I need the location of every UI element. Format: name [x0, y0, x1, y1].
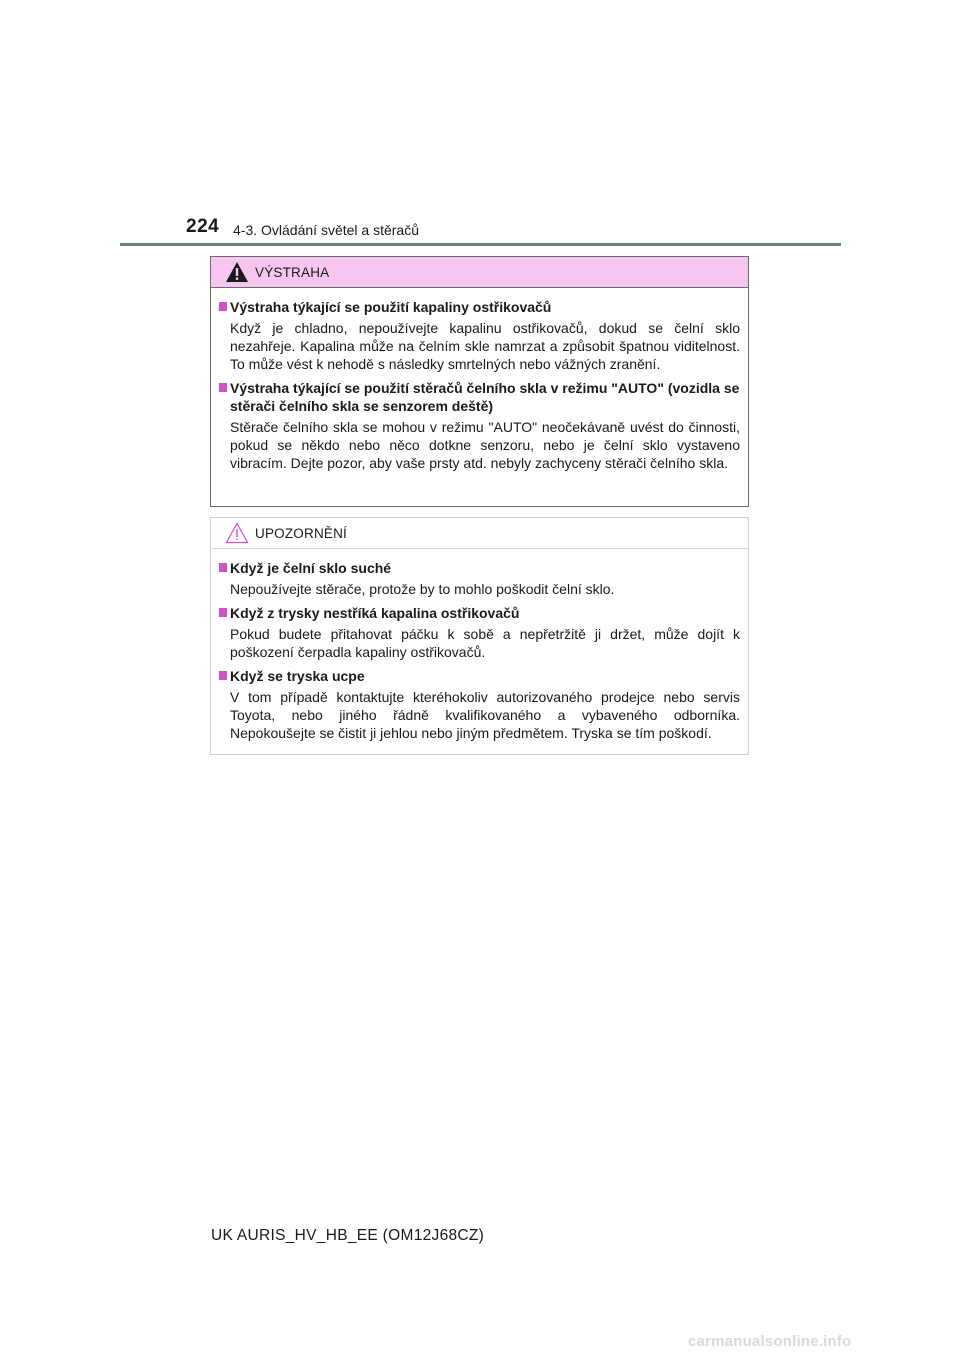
- caution-item-text: Nepoužívejte stěrače, protože by to mohlo poškodit čelní sklo.: [230, 581, 615, 597]
- bullet-square-icon: [219, 302, 227, 311]
- warning-item-title-text: Výstraha týkající se použití kapaliny ostřikovačů: [230, 299, 552, 315]
- warning-label: VÝSTRAHA: [255, 265, 330, 280]
- caution-item: [219, 559, 740, 598]
- warning-item-text: Když je chladno, nepoužívejte kapalinu ostřikovačů, dokud se čelní sklo nezahřeje. Kapalina může na čelním skle namrzat a způsobit špatnou viditelnost. To může vést k nehodě s následky smrtelných nebo vážných zranění.: [230, 320, 740, 372]
- caution-item: [219, 604, 740, 661]
- bullet-square-icon: [219, 563, 227, 572]
- bullet-square-icon: [219, 671, 227, 680]
- warning-box: [210, 256, 749, 507]
- warning-header: [211, 257, 748, 288]
- warning-item: [219, 298, 740, 373]
- watermark: carmanualsonline.info: [688, 1333, 852, 1350]
- bullet-square-icon: [219, 608, 227, 617]
- page-number: 224: [186, 216, 220, 237]
- caution-label: UPOZORNĚNÍ: [255, 526, 348, 541]
- caution-item-title-text: Když se tryska ucpe: [230, 668, 365, 684]
- bullet-square-icon: [219, 383, 227, 392]
- warning-item-title: [219, 298, 740, 316]
- caution-item-title-text: Když z trysky nestříká kapalina ostřikovačů: [230, 605, 520, 621]
- warning-triangle-outline-icon: [225, 522, 249, 544]
- caution-item: [219, 667, 740, 742]
- caution-item-text: V tom případě kontaktujte kteréhokoliv autorizovaného prodejce nebo servis Toyota, nebo jiného řádně kvalifikovaného a vybaveného odborníka. Nepokoušejte se čistit ji jehlou nebo jiným předmětem. Tryska se tím poškodí.: [230, 689, 740, 741]
- warning-item: [219, 379, 740, 472]
- header-divider: [120, 243, 841, 246]
- caution-item-title-text: Když je čelní sklo suché: [230, 560, 392, 576]
- caution-header: [211, 518, 748, 549]
- caution-item-title: [219, 667, 740, 685]
- warning-item-title: [219, 379, 740, 415]
- caution-body: [211, 549, 748, 742]
- warning-item-title-text: Výstraha týkající se použití stěračů čelního skla v režimu "AUTO" (vozidla se stěrači čelního skla se senzorem deště): [230, 380, 740, 414]
- caution-box: [210, 517, 749, 755]
- warning-item-text: Stěrače čelního skla se mohou v režimu "AUTO" neočekávaně uvést do činnosti, pokud se někdo nebo něco dotkne senzoru, nebo je čelní sklo vystaveno vibracím. Dejte pozor, aby vaše prsty atd. nebyly zachyceny stěrači čelního skla.: [230, 419, 740, 471]
- model-code-footer: UK AURIS_HV_HB_EE (OM12J68CZ): [211, 1227, 485, 1244]
- caution-item-text: Pokud budete přitahovat páčku k sobě a nepřetržitě ji držet, může dojít k poškození čerpadla kapaliny ostřikovačů.: [230, 626, 740, 660]
- warning-body: [211, 288, 748, 472]
- caution-item-title: [219, 604, 740, 622]
- warning-triangle-filled-icon: [225, 261, 249, 283]
- section-title: 4-3. Ovládání světel a stěračů: [233, 222, 419, 238]
- caution-item-title: [219, 559, 740, 577]
